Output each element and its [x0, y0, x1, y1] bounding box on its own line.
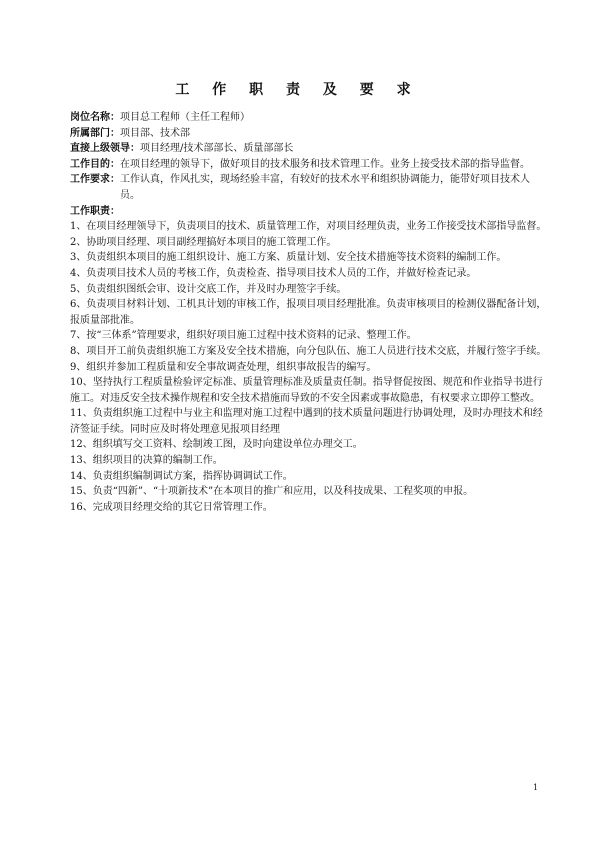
field-label: 岗位名称：: [70, 112, 120, 123]
duty-item: 13、组织项目的决算的编制工作。: [70, 455, 223, 467]
page-number: 1: [533, 783, 539, 792]
field-label: 工作目的：: [70, 158, 120, 170]
field-label: 直接上级领导：: [70, 143, 140, 155]
field-value: 项目经理/技术部部长、质量部部长: [140, 143, 294, 155]
field-supervisor: [70, 141, 548, 157]
duty-item: 16、完成项目经理交给的其它日常管理工作。: [70, 501, 273, 513]
duty-item: 8、项目开工前负责组织施工方案及安全技术措施，向分包队伍、施工人员进行技术交底，并履行签字手续。: [70, 345, 547, 357]
duty-item: 5、负责组织图纸会审、设计交底工作，并及时办理签字手续。: [70, 283, 347, 295]
duty-item: 10、坚持执行工程质量检验评定标准、质量管理标准及质量责任制。指导督促按图、规范和作业指导书进行施工。对违反安全技术操作规程和安全技术措施而导致的不安全因素或事故隐患，有权要求立即停工整改。: [70, 377, 543, 404]
field-value: 在项目经理的领导下，做好项目的技术服务和技术管理工作。业务上接受技术部的指导监督。: [120, 158, 530, 170]
field-value: 工作认真，作风扎实，现场经验丰富，有较好的技术水平和组织协调能力，能带好项目技术人员。: [120, 174, 530, 201]
field-department: [70, 126, 548, 142]
duty-item: 12、组织填写交工资料、绘制竣工图，及时向建设单位办理交工。: [70, 439, 363, 451]
duties-heading: 工作职责：: [70, 205, 120, 217]
duty-item: 4、负责项目技术人员的考核工作，负责检查、指导项目技术人员的工作，并做好检查记录。: [70, 267, 477, 279]
duty-item: 14、负责组织编制调试方案，指挥协调调试工作。: [70, 470, 293, 482]
duty-item: 7、按“三体系”管理要求，组织好项目施工过程中技术资料的记录、整理工作。: [70, 330, 417, 342]
field-label: 所属部门：: [70, 127, 120, 139]
duty-item: 15、负责“四新”、“十项新技术”在本项目的推广和应用，以及科技成果、工程奖项的申报。: [70, 486, 474, 498]
duty-item: 11、负责组织施工过程中与业主和监理对施工过程中遇到的技术质量问题进行协调处理，及时办理技术和经济签证手续。同时应及时将处理意见报项目经理: [70, 408, 543, 435]
field-requirements: [70, 172, 548, 203]
duty-item: 1、在项目经理领导下，负责项目的技术、质量管理工作，对项目经理负责，业务工作接受技术部指导监督。: [70, 221, 547, 233]
field-value: 项目部、技术部: [120, 127, 190, 139]
duty-item: 6、负责项目材料计划、工机具计划的审核工作，报项目项目经理批准。负责审核项目的检测仪器配备计划，报质量部批准。: [70, 299, 547, 326]
duty-item: 9、组织并参加工程质量和安全事故调查处理，组织事故报告的编写。: [70, 361, 377, 373]
duty-item: 3、负责组织本项目的施工组织设计、施工方案、质量计划、安全技术措施等技术资料的编制工作。: [70, 252, 507, 264]
duty-item: 2、协助项目经理、项目副经理搞好本项目的施工管理工作。: [70, 236, 337, 248]
field-label: 工作要求：: [70, 174, 120, 186]
field-position: [70, 110, 548, 126]
field-value: 项目总工程师（主任工程师）: [120, 112, 250, 123]
document-body: [70, 110, 548, 515]
page-title: 工 作 职 责 及 要 求: [175, 82, 420, 98]
field-purpose: [70, 157, 548, 173]
